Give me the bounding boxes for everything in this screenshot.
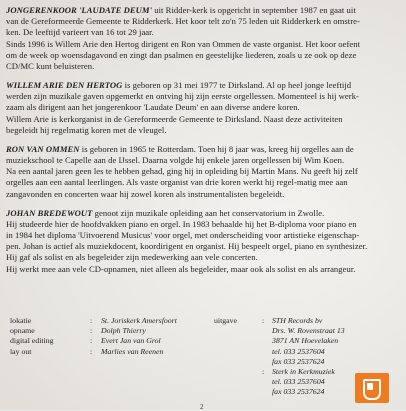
credit-value: Dolph Thierry: [101, 326, 146, 336]
credit-colon: [262, 347, 264, 357]
paragraph-heading: RON VAN OMMEN: [6, 143, 80, 154]
body-text: [6, 5, 400, 283]
logo-mark-icon: [367, 383, 373, 390]
credit-value: Evert Jan van Grol: [101, 336, 161, 346]
paragraph-line: orgelles aan een aantal leerlingen. Als vaste organist van drie koren werkt hij regel-matig mee aan: [6, 177, 348, 188]
credit-label: digital editing: [10, 336, 54, 346]
paragraph-text: is geboren op 31 mei 1977 te Dirksland. Al op heel jonge leeftijd: [122, 80, 352, 91]
paragraph-heading: JOHAN BREDEWOUT: [6, 207, 93, 218]
paragraph-text: is geboren in 1965 te Rotterdam. Toen hij 8 jaar was, kreeg hij orgelles aan de: [79, 143, 354, 154]
credit-colon: :: [90, 336, 93, 346]
credit-value: Marlies van Reenen: [101, 346, 164, 356]
paragraph-line: van de Gereformeerde Gemeente te Ridderkerk. Het koor telt zo'n 75 leden uit Ridderkerk en omstre-: [6, 16, 360, 27]
credit-label: lokatie: [10, 316, 32, 325]
paragraph-heading: WILLEM ARIE DEN HERTOG: [6, 80, 123, 91]
credit-colon: :: [262, 316, 265, 325]
paragraph-line: Sinds 1996 is Willem Arie den Hertog dirigent en Ron van Ommen de vaste organist. Het koor oefent: [6, 38, 361, 49]
paragraph-line: Hij studeerde hier de hoofdvakken piano en orgel. In 1983 behaalde hij het B-diploma voor piano en: [6, 218, 357, 229]
paragraph-line: werden zijn muzikale gaven opgemerkt en ontving hij zijn eerste orgellessen. Momenteel is hij werk-: [6, 91, 359, 102]
paragraph-koor: [6, 5, 400, 72]
publisher-fax: fax 033 2537624: [272, 356, 325, 366]
paragraph-line: Hij werkt mee aan vele CD-opnamen, niet alleen als begeleider, maar ook als solist en als arrangeur.: [6, 263, 356, 274]
paragraph-line: om de week op woensdagavond en zingt dan psalmen en geestelijke liederen, zoals u ze ook op deze: [6, 49, 357, 60]
credit-colon: :: [90, 326, 93, 336]
credits-labels-right: [214, 316, 274, 326]
paragraph-line: Willem Arie is kerkorganist in de Gereformeerde Gemeente te Dirksland. Naast deze activiteiten: [6, 113, 343, 124]
credits-colons-left: [90, 316, 92, 357]
publisher-name: STH Records bv: [272, 316, 323, 325]
page-number: 2: [200, 403, 204, 411]
credit-colon: [262, 357, 264, 367]
paragraph-willem-arie: [6, 80, 400, 136]
credit-colon: :: [90, 346, 93, 356]
paragraph-text: uit Ridder-kerk is opgericht in september 1987 en gaat uit: [152, 5, 356, 15]
paragraph-line: in 1984 het diploma 'Uitvoerend Musicus' voor orgel, met onderscheiding voor artistieke eigenschap-: [6, 230, 360, 241]
credit-label: uitgave: [214, 316, 237, 325]
paragraph-line: zangavonden en concerten waar hij zowel koren als instrumentalisten begeleidt.: [6, 188, 285, 199]
credit-label: opname: [10, 326, 35, 336]
paragraph-line: CD/MC kunt beluisteren.: [6, 61, 95, 72]
credit-value: St. Joriskerk Amersfoort: [101, 316, 177, 325]
paragraph-ron: [6, 144, 400, 200]
paragraph-line: begeleidt hij regelmatig koren met de vleugel.: [6, 124, 167, 135]
paragraph-line: Na een aantal jaren geen les te hebben gehad, ging hij in opleiding bij Martin Mans. Nu geeft hij zelf: [6, 166, 358, 177]
paragraph-johan: [6, 208, 400, 275]
paragraph-heading: JONGERENKOOR 'LAUDATE DEUM': [6, 5, 153, 15]
credit-label: lay out: [10, 346, 32, 356]
paragraph-line: zaam als dirigent aan het jongerenkoor 'Laudate Deum' en aan diverse andere koren.: [6, 102, 300, 113]
paragraph-first-line: [6, 144, 400, 155]
paragraph-text: genoot zijn muzikale opleiding aan het conservatorium in Zwolle.: [92, 207, 325, 218]
paragraph-line: ken. De leeftijd varieert van 16 tot 29 jaar.: [6, 27, 154, 38]
distributor-name: Sterk in Kerkmuziek: [272, 367, 335, 377]
paragraph-first-line: [6, 5, 400, 16]
paragraph-line: muziekschool te Capelle aan de IJssel. Daarna volgde hij enkele jaren orgellessen bij Wim Koen.: [6, 155, 345, 166]
credit-colon: :: [90, 316, 93, 325]
paragraph-first-line: [6, 80, 400, 91]
distributor-fax: fax 033 2537624: [272, 387, 325, 397]
paragraph-first-line: [6, 208, 400, 219]
credit-colon: [262, 336, 264, 346]
credit-colon: :: [262, 367, 265, 377]
paragraph-line: pen. Johan is actief als muziekdocent, koordirigent en organist. Hij bespeelt orgel, piano en synthesizer.: [6, 241, 368, 252]
publisher-phone: tel. 033 2537604: [272, 346, 325, 356]
credits-labels-left: [10, 316, 80, 357]
distributor-phone: tel. 033 2537604: [272, 377, 325, 387]
sth-logo: [355, 373, 389, 403]
credits-colons-right: [262, 316, 264, 377]
paragraph-line: Hij gaf als solist en als begeleider zijn medewerking aan vele concerten.: [6, 252, 258, 263]
publisher-postcode: 3871 AN Hoevelaken: [272, 336, 339, 346]
publisher-address: Drs. W. Rovenstraat 13: [272, 326, 345, 336]
credit-colon: [262, 326, 264, 336]
